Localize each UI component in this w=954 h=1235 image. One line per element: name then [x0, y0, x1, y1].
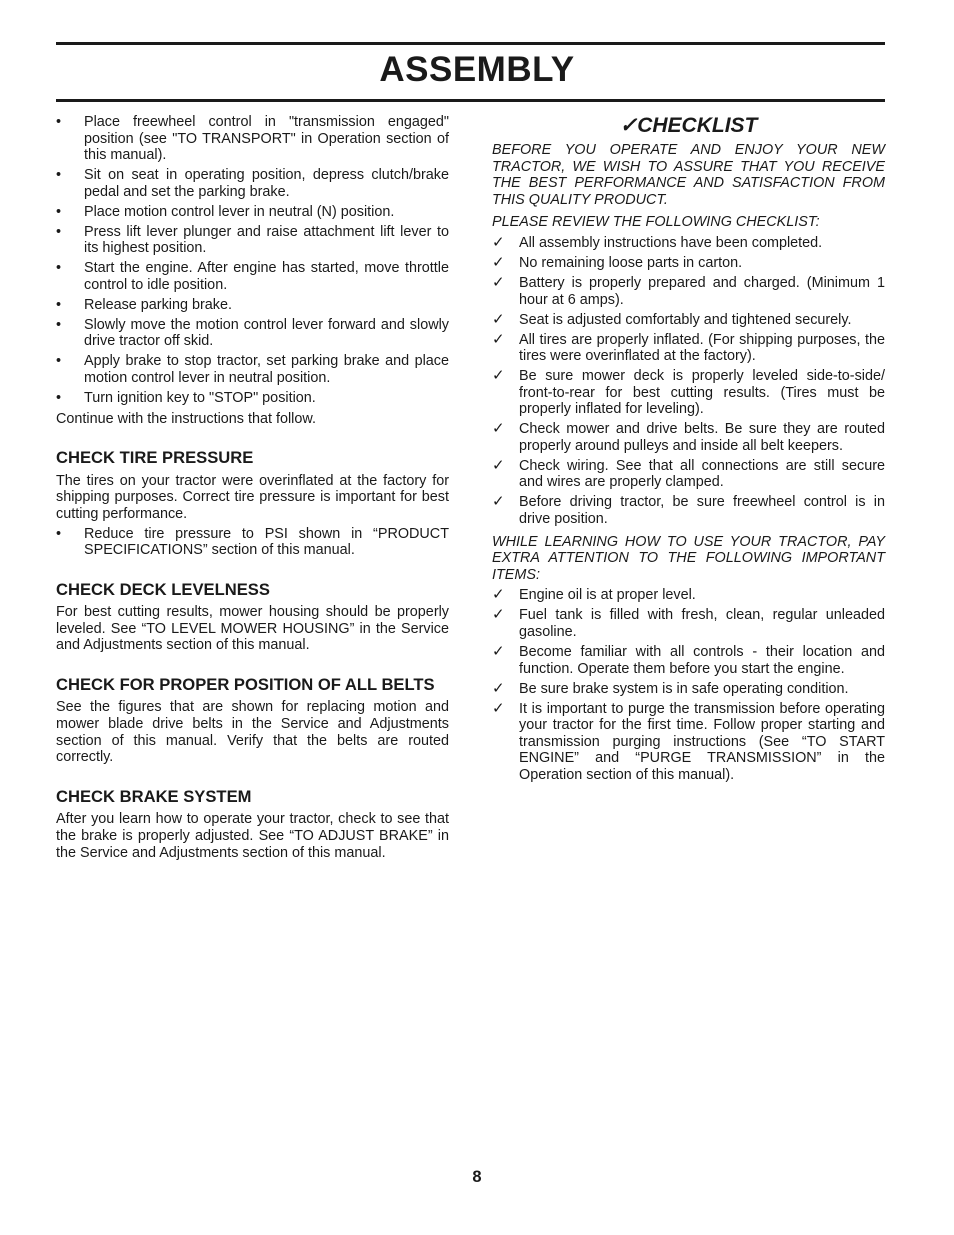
- left-column: [56, 114, 449, 861]
- bullet-icon: •: [56, 525, 62, 542]
- checklist-item: [492, 644, 885, 677]
- checkmark-icon: ✓: [492, 606, 505, 624]
- bullet-icon: •: [56, 296, 62, 313]
- checklist-item: [492, 332, 885, 365]
- list-item: [56, 390, 449, 407]
- checklist-item-text: Before driving tractor, be sure freewheel control is in drive position.: [519, 494, 885, 527]
- checklist-item: [492, 368, 885, 418]
- checklist-item-text: Become familiar with all controls - their location and function. Operate them before you start the engine.: [519, 643, 885, 677]
- deck-levelness-heading: CHECK DECK LEVELNESS: [56, 579, 270, 599]
- checklist-item-text: Be sure brake system is in safe operating condition.: [519, 680, 849, 697]
- bullet-icon: •: [56, 223, 62, 240]
- list-item: [56, 204, 449, 221]
- belts-body: See the figures that are shown for replacing motion and mower blade drive belts in the Service and Adjustments section of this manual. Verify that the belts are routed correctly.: [56, 699, 449, 766]
- checkmark-icon: ✓: [492, 273, 505, 291]
- checklist-item: [492, 255, 885, 272]
- list-item-text: Reduce tire pressure to PSI shown in “PRODUCT SPECIFICATIONS” section of this manual.: [84, 525, 449, 559]
- checklist-title: ✓CHECKLIST: [619, 114, 758, 137]
- list-item-text: Turn ignition key to "STOP" position.: [84, 390, 316, 407]
- page-number: 8: [472, 1168, 482, 1186]
- checklist-item-text: Fuel tank is filled with fresh, clean, regular unleaded gasoline.: [519, 607, 885, 640]
- checklist-item-text: Check mower and drive belts. Be sure they are routed properly around pulleys and inside all belt keepers.: [519, 421, 885, 454]
- bullet-icon: •: [56, 260, 62, 277]
- brake-system-heading: CHECK BRAKE SYSTEM: [56, 786, 252, 806]
- continue-text: Continue with the instructions that follow.: [56, 410, 316, 427]
- checklist-item-text: Seat is adjusted comfortably and tightened securely.: [519, 311, 852, 328]
- checklist-intro: BEFORE YOU OPERATE AND ENJOY YOUR NEW TRACTOR, WE WISH TO ASSURE THAT YOU RECEIVE THE BEST PERFORMANCE AND SATISFACTION FROM THIS QUALITY PRODUCT.: [492, 142, 885, 208]
- list-item: [56, 224, 449, 257]
- bullet-icon: •: [56, 390, 62, 407]
- checklist-item-text: All assembly instructions have been completed.: [519, 234, 823, 251]
- checklist-item-text: Engine oil is at proper level.: [519, 587, 696, 604]
- list-item-text: Start the engine. After engine has started, move throttle control to idle position.: [84, 260, 449, 293]
- header-top-rule: [56, 42, 885, 45]
- checklist-item-text: Be sure mower deck is properly leveled side-to-side/ front-to-rear for best cutting results. (Tires must be properly inflated for leveling).: [519, 368, 885, 418]
- checklist-item: [492, 421, 885, 454]
- list-item-text: Apply brake to stop tractor, set parking brake and place motion control lever in neutral position.: [84, 353, 449, 387]
- checklist-item: [492, 458, 885, 491]
- bullet-icon: •: [56, 167, 62, 184]
- deck-levelness-body: For best cutting results, mower housing should be properly leveled. See “TO LEVEL MOWER HOUSING” in the Service and Adjustments section of this manual.: [56, 604, 449, 654]
- list-item-text: Slowly move the motion control lever forward and slowly drive tractor off skid.: [84, 316, 449, 350]
- important-items-list: [492, 587, 885, 783]
- checklist-item: [492, 494, 885, 527]
- bullet-icon: •: [56, 114, 62, 130]
- list-item-text: Press lift lever plunger and raise attachment lift lever to its highest position.: [84, 223, 449, 257]
- checklist-item: [492, 275, 885, 308]
- right-column: [492, 114, 885, 787]
- list-item: [56, 114, 449, 164]
- checkmark-icon: ✓: [492, 367, 505, 385]
- checklist-item-text: All tires are properly inflated. (For shipping purposes, the tires were overinflated at the factory).: [519, 331, 885, 365]
- list-item-text: Place freewheel control in "transmission engaged" position (see "TO TRANSPORT" in Operation section of this manual).: [84, 114, 449, 164]
- checkmark-icon: ✓: [492, 233, 505, 251]
- list-item: [56, 317, 449, 350]
- checklist-item: [492, 701, 885, 784]
- checklist-item-text: Battery is properly prepared and charged. (Minimum 1 hour at 6 amps).: [519, 274, 885, 308]
- checklist-item-text: Check wiring. See that all connections are still secure and wires are properly clamped.: [519, 457, 885, 491]
- tire-pressure-heading: CHECK TIRE PRESSURE: [56, 448, 254, 468]
- checklist-item-text: No remaining loose parts in carton.: [519, 254, 743, 271]
- list-item-text: Release parking brake.: [84, 296, 232, 313]
- checkmark-icon: ✓: [492, 330, 505, 348]
- bullet-icon: •: [56, 203, 62, 220]
- list-item: [56, 353, 449, 386]
- startup-bullet-list: [56, 114, 449, 407]
- while-learning-prompt: WHILE LEARNING HOW TO USE YOUR TRACTOR, PAY EXTRA ATTENTION TO THE FOLLOWING IMPORTANT ITEMS:: [492, 533, 885, 583]
- page-title: ASSEMBLY: [379, 50, 575, 89]
- checkmark-icon: ✓: [492, 679, 505, 697]
- list-item: [56, 297, 449, 314]
- checklist-item: [492, 312, 885, 329]
- checkmark-icon: ✓: [492, 493, 505, 511]
- tire-pressure-body: The tires on your tractor were overinflated at the factory for shipping purposes. Correct tire pressure is important for best cutting performance.: [56, 472, 449, 522]
- checklist-item: [492, 235, 885, 252]
- bullet-icon: •: [56, 353, 62, 370]
- list-item: [56, 526, 449, 559]
- checklist-item: [492, 587, 885, 604]
- list-item: [56, 167, 449, 200]
- checklist-item: [492, 607, 885, 640]
- header-bottom-rule: [56, 99, 885, 102]
- checkmark-icon: ✓: [492, 420, 505, 438]
- checkmark-icon: ✓: [492, 586, 505, 604]
- checkmark-icon: ✓: [492, 699, 505, 717]
- checkmark-icon: ✓: [492, 642, 505, 660]
- checklist-item: [492, 681, 885, 698]
- review-prompt: PLEASE REVIEW THE FOLLOWING CHECKLIST:: [492, 214, 820, 231]
- checkmark-icon: ✓: [492, 456, 505, 474]
- bullet-icon: •: [56, 316, 62, 333]
- list-item-text: Sit on seat in operating position, depress clutch/brake pedal and set the parking brake.: [84, 167, 449, 200]
- checkmark-icon: ✓: [492, 253, 505, 271]
- belts-heading: CHECK FOR PROPER POSITION OF ALL BELTS: [56, 674, 435, 694]
- checkmark-icon: ✓: [492, 310, 505, 328]
- checklist-item-text: It is important to purge the transmission before operating your tractor for the first time. Follow proper starting and transmission purging instructions (See “TO START ENGINE” and “PURGE TRANSMISSION” in the Operation section of this manual).: [519, 700, 885, 783]
- brake-system-body: After you learn how to operate your tractor, check to see that the brake is properly adjusted. See “TO ADJUST BRAKE” in the Service and Adjustments section of this manual.: [56, 811, 449, 861]
- list-item: [56, 260, 449, 293]
- list-item-text: Place motion control lever in neutral (N) position.: [84, 203, 395, 220]
- assembly-checklist: [492, 235, 885, 528]
